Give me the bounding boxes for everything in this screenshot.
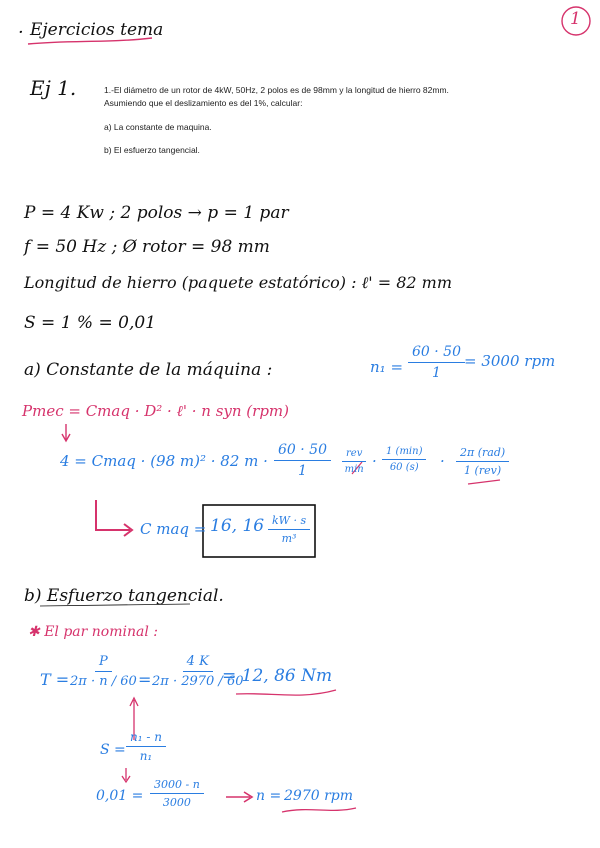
part-a-heading: a) Constante de la máquina : bbox=[24, 360, 273, 380]
slip-numerator: n₁ - n bbox=[126, 730, 166, 747]
calc-lhs: 0,01 = bbox=[96, 788, 144, 804]
note-bullet-icon: ✱ bbox=[28, 624, 45, 640]
given-frequency: f = 50 Hz ; Ø rotor = 98 mm bbox=[24, 237, 270, 257]
speed-result-prefix: n = bbox=[256, 788, 282, 804]
slip-lhs: S = bbox=[100, 742, 126, 758]
torque-result: = 12, 86 Nm bbox=[222, 666, 333, 686]
nominal-torque-label: El par nominal : bbox=[44, 624, 158, 640]
slip-denominator: n₁ bbox=[139, 749, 153, 763]
unit-min: min bbox=[344, 464, 364, 475]
cmaq-unit-denominator: m³ bbox=[281, 532, 297, 545]
given-iron-length: Longitud de hierro (paquete estatórico) : ℓ' = 82 mm bbox=[24, 273, 453, 292]
substitution-fraction bbox=[274, 442, 331, 479]
statement-part-a: a) La constante de maquina. bbox=[104, 122, 212, 132]
given-slip: S = 1 % = 0,01 bbox=[24, 313, 156, 333]
calc-denominator: 3000 bbox=[162, 796, 191, 809]
torque-fraction-1 bbox=[70, 654, 137, 689]
calc-fraction bbox=[150, 778, 204, 809]
cmaq-unit bbox=[268, 514, 310, 545]
unit-60s: 60 (s) bbox=[389, 462, 419, 473]
torque-frac2-denominator: 2π · 2970 / 60 bbox=[152, 674, 244, 689]
part-b-heading: b) Esfuerzo tangencial. bbox=[24, 586, 224, 606]
n1-fraction bbox=[408, 344, 465, 381]
torque-equals: = bbox=[138, 670, 152, 689]
power-formula: Pmec = Cmaq · D² · ℓ' · n syn (rpm) bbox=[22, 402, 289, 420]
page-number: 1 bbox=[570, 9, 581, 29]
given-power: P = 4 Kw ; 2 polos → p = 1 par bbox=[24, 203, 289, 223]
substitution-numerator: 60 · 50 bbox=[274, 442, 331, 461]
unit-rad-rev bbox=[456, 446, 509, 477]
torque-frac2-numerator: 4 K bbox=[183, 654, 213, 672]
speed-result-value: 2970 rpm bbox=[284, 788, 354, 804]
substitution-lhs: 4 = Cmaq · (98 m)² · 82 m · bbox=[60, 452, 268, 470]
statement-line-2: Asumiendo que el deslizamiento es del 1%, calcular: bbox=[104, 98, 303, 108]
torque-lhs: T = bbox=[40, 670, 70, 689]
cmaq-lhs: C maq = bbox=[140, 520, 207, 538]
unit-1rev: 1 (rev) bbox=[464, 464, 502, 477]
torque-frac1-denominator: 2π · n / 60 bbox=[70, 674, 137, 689]
unit-min-s bbox=[382, 446, 426, 473]
dot-2: · bbox=[440, 452, 445, 470]
substitution-denominator: 1 bbox=[298, 463, 307, 479]
unit-rev-min bbox=[342, 448, 366, 475]
slip-fraction bbox=[126, 730, 166, 763]
cmaq-value: 16, 16 bbox=[210, 516, 265, 536]
n1-lhs: n₁ = bbox=[370, 358, 404, 376]
unit-2pi-rad: 2π (rad) bbox=[456, 446, 509, 462]
unit-1min: 1 (min) bbox=[382, 446, 426, 460]
unit-rev: rev bbox=[342, 448, 366, 462]
statement-part-b: b) El esfuerzo tangencial. bbox=[104, 145, 200, 155]
page-title: Ejercicios tema bbox=[30, 20, 164, 40]
cmaq-unit-numerator: kW · s bbox=[268, 514, 310, 530]
dot-1: · bbox=[372, 452, 377, 470]
statement-line-1: 1.-El diámetro de un rotor de 4kW, 50Hz, 2 polos es de 98mm y la longitud de hierro 82mm. bbox=[104, 85, 449, 95]
n1-numerator: 60 · 50 bbox=[408, 344, 465, 363]
title-bullet: · bbox=[18, 22, 24, 43]
exercise-label: Ej 1. bbox=[30, 76, 77, 100]
n1-result: = 3000 rpm bbox=[464, 352, 556, 370]
torque-frac1-numerator: P bbox=[95, 654, 112, 672]
nominal-torque-note bbox=[28, 624, 158, 640]
n1-denominator: 1 bbox=[432, 365, 441, 381]
calc-numerator: 3000 - n bbox=[150, 778, 204, 794]
